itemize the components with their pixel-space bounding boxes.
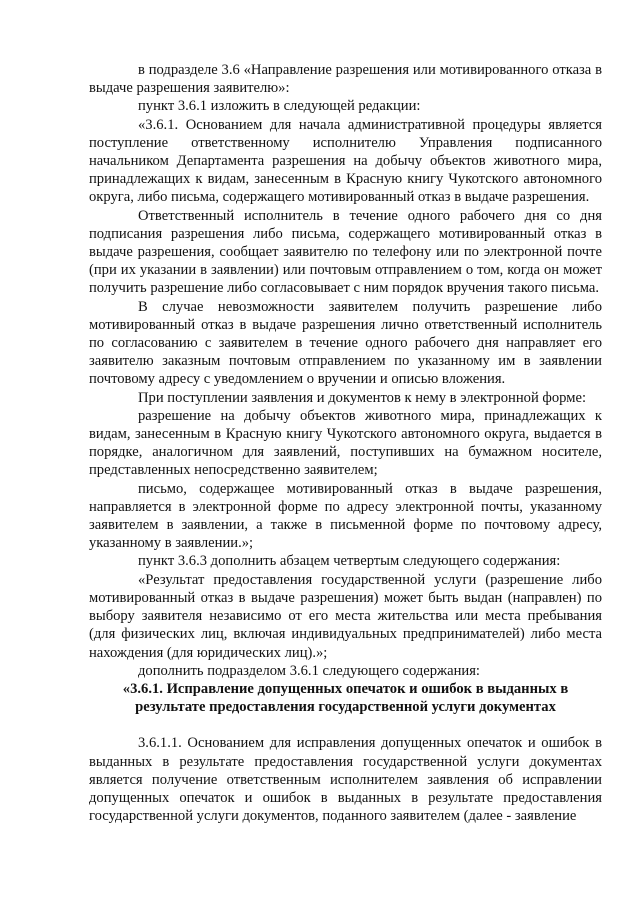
paragraph: Ответственный исполнитель в течение одного рабочего дня со дня подписания разрешения либо письма, содержащего мотивированный отказ в выдаче разрешения, сообщает заявителю по телефону или по электронной почте (при их указании в заявлении) или почтовым отправлением о том, когда он может получить разрешение либо согласовывает с ним порядок вручения такого письма.	[89, 207, 602, 297]
paragraph: письмо, содержащее мотивированный отказ в выдаче разрешения, направляется в электронной форме по адресу электронной почты, указанному заявителем в заявлении, а также в письменной форме по почтовому адресу, указанному в заявлении.»;	[89, 480, 602, 552]
paragraph: разрешение на добычу объектов животного мира, принадлежащих к видам, занесенным в Красную книгу Чукотского автономного округа, выдается в порядке, аналогичном для заявлений, поступивших на бумажном носителе, представленных непосредственно заявителем;	[89, 407, 602, 479]
paragraph: «Результат предоставления государственной услуги (разрешение либо мотивированный отказ в выдаче разрешения) может быть выдан (направлен) по выбору заявителя независимо от его места жительства или места пребывания (для физических лиц, включая индивидуальных предпринимателей) либо места нахождения (для юридических лиц).»;	[89, 571, 602, 661]
spacer	[89, 716, 602, 734]
paragraph: В случае невозможности заявителем получить разрешение либо мотивированный отказ в выдаче разрешения лично ответственный исполнитель по согласованию с заявителем в течение одного рабочего дня направляет его заявителю заказным почтовым отправлением по указанному им в заявлении почтовому адресу с уведомлением о вручении и описью вложения.	[89, 298, 602, 388]
paragraph: «3.6.1. Основанием для начала административной процедуры является поступление ответственному исполнителю Управления подписанного начальником Департамента разрешения на добычу объектов животного мира, принадлежащих к видам, занесенным в Красную книгу Чукотского автономного округа, либо письма, содержащего мотивированный отказ в выдаче разрешения.	[89, 116, 602, 206]
paragraph: пункт 3.6.3 дополнить абзацем четвертым следующего содержания:	[138, 553, 561, 570]
paragraph: в подразделе 3.6 «Направление разрешения или мотивированного отказа в выдаче разрешения заявителю»:	[89, 62, 602, 97]
paragraph: дополнить подразделом 3.6.1 следующего содержания:	[138, 662, 480, 679]
paragraph: При поступлении заявления и документов к нему в электронной форме:	[138, 389, 587, 406]
document-body	[89, 61, 602, 825]
paragraph: пункт 3.6.1 изложить в следующей редакции:	[138, 98, 421, 115]
section-heading: «3.6.1. Исправление допущенных опечаток и ошибок в выданных в результате предоставления государственной услуги документах	[122, 680, 569, 716]
paragraph: 3.6.1.1. Основанием для исправления допущенных опечаток и ошибок в выданных в результате предоставления государственной услуги документах является получение ответственным исполнителем заявления об исправлении допущенных опечаток и ошибок в выданных в результате предоставления государственной услуги документов, поданного заявителем (далее - заявление	[89, 735, 602, 825]
